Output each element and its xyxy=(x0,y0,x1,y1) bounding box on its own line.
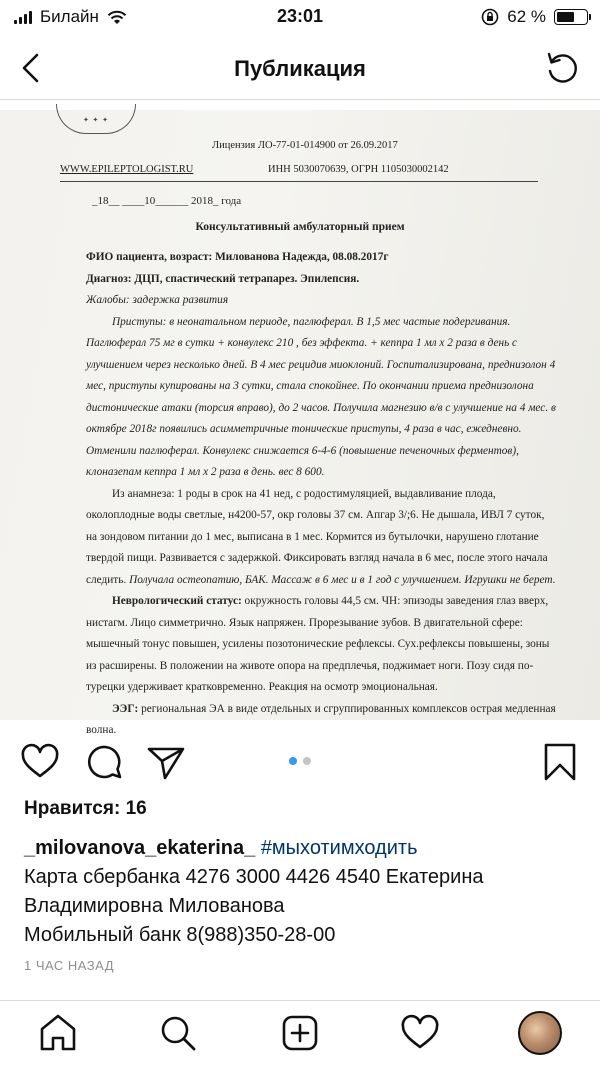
doc-date: _18__ ____10______ 2018_ года xyxy=(92,195,242,207)
doc-eeg-text: региональная ЭА в виде отдельных и сгруппированных комплексов острая медленная волна. xyxy=(86,702,556,736)
post-timestamp: 1 ЧАС НАЗАД xyxy=(24,958,115,973)
document-page xyxy=(0,110,600,736)
doc-diagnosis: Диагноз: ДЦП, спастический тетрапарез. Эпилепсия. xyxy=(86,272,360,285)
tab-profile-avatar[interactable] xyxy=(518,1011,562,1055)
refresh-icon xyxy=(542,48,582,88)
caption-line-3: Мобильный банк 8(988)350-28-00 xyxy=(24,924,336,946)
doc-divider xyxy=(60,181,538,182)
carousel-indicator xyxy=(0,757,600,765)
doc-neuro xyxy=(86,591,556,699)
refresh-button[interactable] xyxy=(542,48,582,88)
doc-neuro-label: Неврологический статус: xyxy=(112,595,242,607)
carousel-dot xyxy=(303,757,311,765)
likes-count[interactable]: Нравится: 16 xyxy=(24,798,147,819)
doc-neuro-text: окружность головы 44,5 см. ЧН: эпизоды заведения глаз вверх, нистагм. Лицо симметрично. Язык напряжен. Прорезывание зубов. В двигательной сфере: мышечный тонус повышен, усилены позотонические рефлексы. Сух.рефлексы повышены, зоны из расширены. В положении на животе опора на предплечья, поджимает ноги. Позу сидя по-турецки удерживает кратковременно. Реакция на осмотр эмоциональная. xyxy=(86,595,550,693)
battery-icon xyxy=(554,9,588,25)
tab-activity[interactable] xyxy=(398,1011,442,1055)
doc-inn: ИНН 5030070639, ОГРН 1105030002142 xyxy=(268,164,449,175)
bookmark-icon xyxy=(538,740,582,784)
add-post-icon xyxy=(278,1011,322,1055)
tab-search[interactable] xyxy=(156,1011,200,1055)
heart-icon xyxy=(398,1011,442,1055)
caption-line-2: Владимировна Милованова xyxy=(24,895,285,917)
battery-fill xyxy=(557,12,574,22)
post-photo[interactable] xyxy=(0,110,600,736)
doc-seizures xyxy=(86,312,556,484)
page-title: Публикация xyxy=(234,56,366,81)
caption-hashtag[interactable]: #мыхотимходить xyxy=(260,837,418,859)
tab-new-post[interactable] xyxy=(278,1011,322,1055)
doc-license: Лицензия ЛО-77-01-014900 от 26.09.2017 xyxy=(212,140,398,151)
doc-anamnesis xyxy=(86,484,556,592)
post-actions xyxy=(0,730,600,790)
doc-seizures-text: Приступы: в неонатальном периоде, паглюферал. В 1,5 мес частые подергивания. Паглюферал 75 мг в сутки + конвулекс 210 , без эффекта. + кеппра 1 мл х 2 раза в день с улучшением через несколько дней. В 4 мес рецидив миоклоний. Госпитализирована, преднизолон 4 мес, приступы купированы на 3 сутки, стала спокойнее. По окончании приема преднизолона дистонические атаки (торсия вправо), до 2 часов. Получила магнезию в/в с улучшение на 4 мес. в октябре 2018г появились асимметричные тонические приступы, 4 раза в час, ежедневно. Отменили паглюферал. Конвулекс снижается 6-4-6 (повышение печеночных ферментов), клоназепам кеппра 1 мл х 2 раза в день. вес 8 600. xyxy=(86,315,556,478)
status-bar xyxy=(0,0,600,36)
doc-patient: ФИО пациента, возраст: Милованова Надежда, 08.08.2017г xyxy=(86,251,389,263)
status-right xyxy=(481,7,588,27)
battery-percent: 62 % xyxy=(507,7,546,26)
clock: 23:01 xyxy=(276,6,324,26)
carrier-label: Билайн xyxy=(40,7,99,26)
doc-complaints: Жалобы: задержка развития xyxy=(86,294,229,306)
tab-bar xyxy=(0,1000,600,1066)
doc-website: WWW.EPILEPTOLOGIST.RU xyxy=(60,164,194,175)
home-icon xyxy=(36,1011,80,1055)
orientation-lock-icon xyxy=(481,8,499,26)
doc-eeg-label: ЭЭГ: xyxy=(112,702,139,715)
doc-anamnesis-italic: Получала остеопатию, БАК. Массаж в 6 мес и в 1 год с улучшением. Игрушки не берет. xyxy=(129,573,556,586)
doc-anamnesis-text: Из анамнеза: 1 роды в срок на 41 нед, с родостимуляцией, выдавливание плода, околоплодные воды светлые, н4200-57, окр головы 37 см. Апгар 3/;6. Не дышала, ИВЛ 7 суток, на зондовом питании до 1 мес, выписана в 1 мес. Кормится из бутылочки, нарушено глотание твердой пищи. Развивается с задержкой. Фиксировать взгляд начала в 6 мес, после этого начала следить. xyxy=(86,487,548,586)
carousel-dot xyxy=(289,757,297,765)
tab-home[interactable] xyxy=(36,1011,80,1055)
save-button[interactable] xyxy=(538,740,582,784)
caption-line-1: Карта сбербанка 4276 3000 4426 4540 Екатерина xyxy=(24,866,484,888)
post-caption xyxy=(24,834,584,950)
clinic-logo: ✦ ✦ ✦ xyxy=(56,104,136,134)
nav-bar xyxy=(0,36,600,100)
doc-body xyxy=(86,247,556,742)
caption-username[interactable]: _milovanova_ekaterina_ xyxy=(24,837,256,859)
search-icon xyxy=(156,1011,200,1055)
doc-heading: Консультативный амбулаторный прием xyxy=(195,221,405,233)
